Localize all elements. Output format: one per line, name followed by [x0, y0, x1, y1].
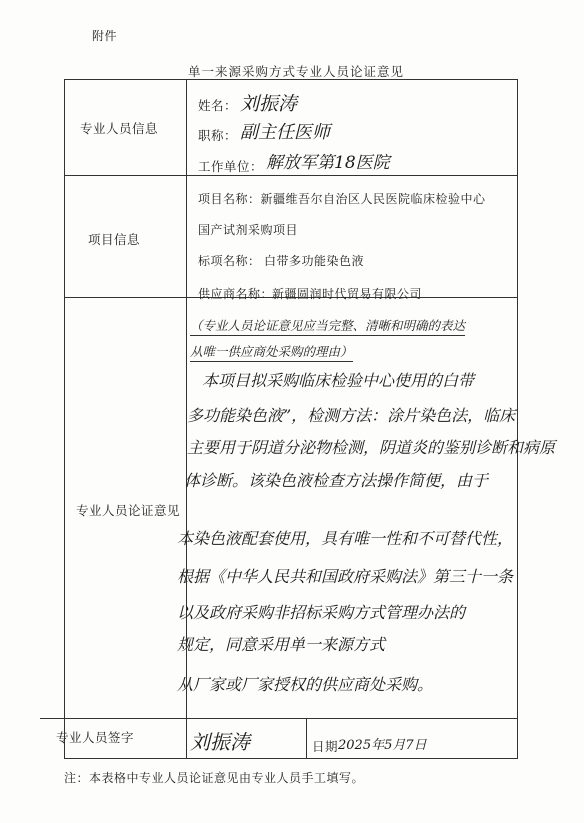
opinion-handwritten-line: 体诊断。该染色液检查方法操作简便，由于: [184, 471, 489, 490]
opinion-handwritten-line: 本染色液配套使用，具有唯一性和不可替代性，: [177, 529, 514, 548]
project-name-line2: 国产试剂采购项目: [198, 223, 299, 237]
item-name-value: 白带多功能染色液: [264, 254, 365, 268]
opinion-handwritten-line: 本项目拟采购临床检验中心使用的白带: [202, 371, 475, 390]
opinion-instruction-line2: 从唯一供应商处采购的理由）: [190, 342, 353, 362]
attachment-label: 附件: [92, 29, 118, 43]
signature-label: 专业人员签字: [56, 730, 135, 745]
opinion-handwritten-line: 多功能染色液”，检测方法：涂片染色法，临床: [187, 406, 516, 425]
opinion-section-label: 专业人员论证意见: [76, 503, 181, 518]
form-title: 单一来源采购方式专业人员论证意见: [188, 64, 405, 79]
employer-value: 解放军第18医院: [266, 153, 390, 173]
date-label: 日期: [312, 739, 339, 754]
opinion-handwritten-line: 主要用于阴道分泌物检测，阴道炎的鉴别诊断和病原: [187, 438, 556, 457]
item-name-label: 标项名称：: [198, 254, 261, 268]
opinion-handwritten-line: 从厂家或厂家授权的供应商处采购。: [177, 675, 434, 694]
name-value: 刘振涛: [240, 93, 298, 115]
employer-label: 工作单位：: [198, 159, 264, 174]
title-label: 职称：: [198, 128, 238, 143]
supplier-label: 供应商名称：: [198, 287, 274, 301]
opinion-handwritten-line: 根据《中华人民共和国政府采购法》第三十一条: [177, 567, 514, 586]
expert-info-section-label: 专业人员信息: [80, 121, 159, 136]
supplier-value: 新疆圆润时代贸易有限公司: [272, 287, 423, 301]
opinion-handwritten-line: 以及政府采购非招标采购方式管理办法的: [177, 603, 466, 622]
opinion-handwritten-line: 规定，同意采用单一来源方式: [177, 635, 386, 654]
footnote: 注：本表格中专业人员论证意见由专业人员手工填写。: [64, 771, 365, 785]
name-label: 姓名：: [198, 98, 238, 113]
opinion-instruction-line1: （专业人员论证意见应当完整、清晰和明确的表达: [190, 316, 465, 336]
project-info-section-label: 项目信息: [88, 232, 141, 247]
date-value: 2025年5月7日: [338, 738, 427, 753]
signature-value: 刘振涛: [190, 730, 250, 754]
project-name-line1: 项目名称：新疆维吾尔自治区人民医院临床检验中心: [198, 192, 486, 206]
title-value: 副主任医师: [240, 122, 330, 143]
